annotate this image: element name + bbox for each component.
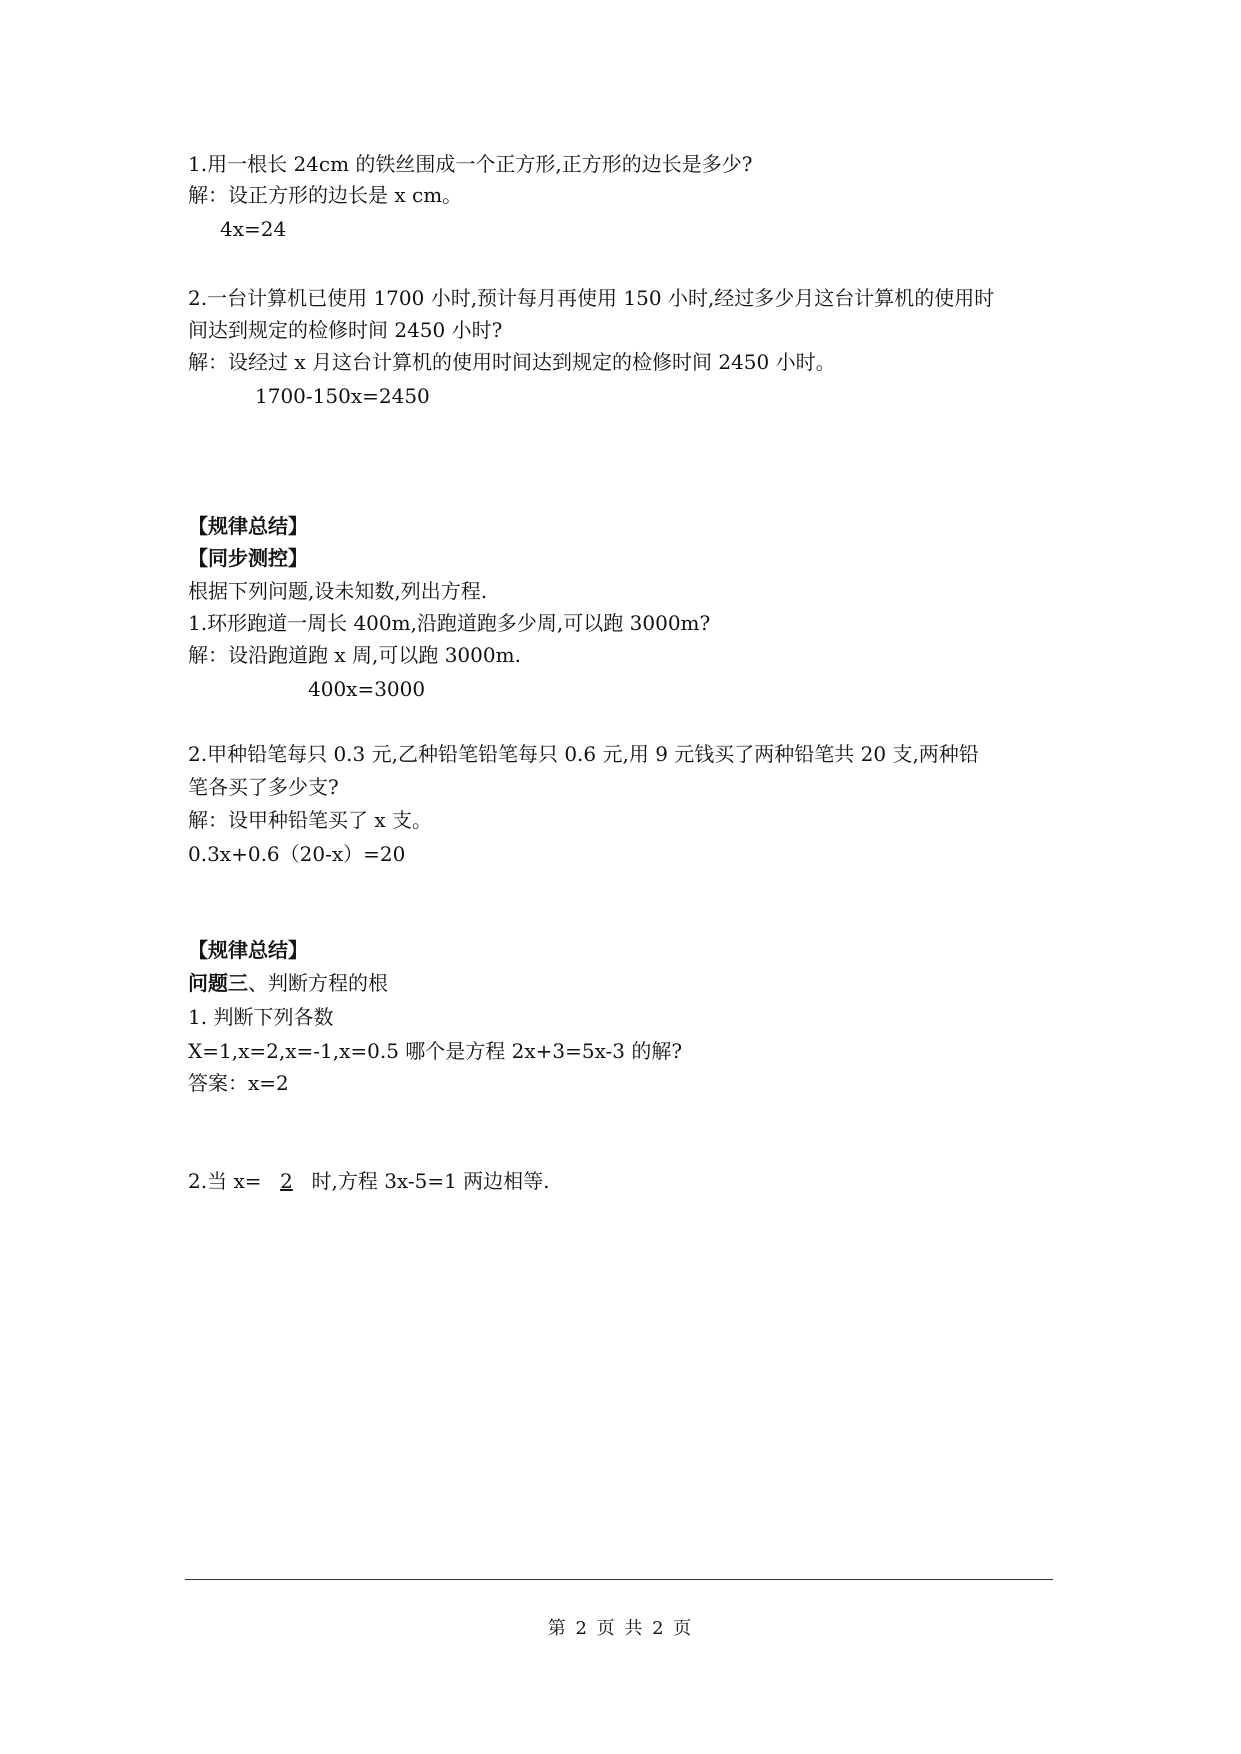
rule-summary-heading-1: 【规律总结】: [188, 514, 308, 538]
p2-equation: 0.3x+0.6（20-x）=20: [188, 842, 406, 866]
r2-text: [188, 1167, 550, 1195]
p2-solution: 解：设甲种铅笔买了 x 支。: [188, 808, 432, 832]
q2-solution: 解：设经过 x 月这台计算机的使用时间达到规定的检修时间 2450 小时。: [188, 350, 836, 374]
r1-answer: 答案：x=2: [188, 1071, 289, 1095]
r2-answer-blank: 2: [280, 1169, 293, 1193]
q2-text-line1: 2.一台计算机已使用 1700 小时,预计每月再使用 150 小时,经过多少月这台计算机的使用时: [188, 286, 995, 310]
q1-solution: 解：设正方形的边长是 x cm。: [188, 183, 463, 207]
sync-test-heading: 【同步测控】: [188, 546, 308, 570]
p1-text: 1.环形跑道一周长 400m,沿跑道跑多少周,可以跑 3000m?: [188, 611, 711, 635]
instruction-text: 根据下列问题,设未知数,列出方程.: [188, 579, 488, 603]
q1-equation: 4x=24: [220, 217, 287, 241]
rule-summary-heading-2: 【规律总结】: [188, 938, 308, 962]
p1-solution: 解：设沿跑道跑 x 周,可以跑 3000m.: [188, 643, 521, 667]
r2-prefix: 2.当 x=: [188, 1169, 262, 1193]
footer-divider: [185, 1579, 1053, 1580]
page-number: 第 2 页 共 2 页: [547, 1618, 694, 1639]
p2-text-line2: 笔各买了多少支?: [188, 775, 339, 799]
problem3-label: 问题三: [188, 971, 248, 995]
q1-text: 1.用一根长 24cm 的铁丝围成一个正方形,正方形的边长是多少?: [188, 152, 753, 176]
q2-equation: 1700-150x=2450: [255, 384, 430, 408]
p1-equation: 400x=3000: [308, 677, 426, 701]
problem3-title: 、判断方程的根: [248, 971, 388, 995]
p2-text-line1: 2.甲种铅笔每只 0.3 元,乙种铅笔铅笔每只 0.6 元,用 9 元钱买了两种铅笔共 20 支,两种铅: [188, 742, 979, 766]
r1-values: X=1,x=2,x=-1,x=0.5 哪个是方程 2x+3=5x-3 的解?: [188, 1039, 683, 1063]
r2-suffix: 时,方程 3x-5=1 两边相等.: [311, 1169, 550, 1193]
problem3-heading: [188, 969, 388, 997]
r1-text: 1. 判断下列各数: [188, 1005, 334, 1029]
q2-text-line2: 间达到规定的检修时间 2450 小时?: [188, 318, 503, 342]
